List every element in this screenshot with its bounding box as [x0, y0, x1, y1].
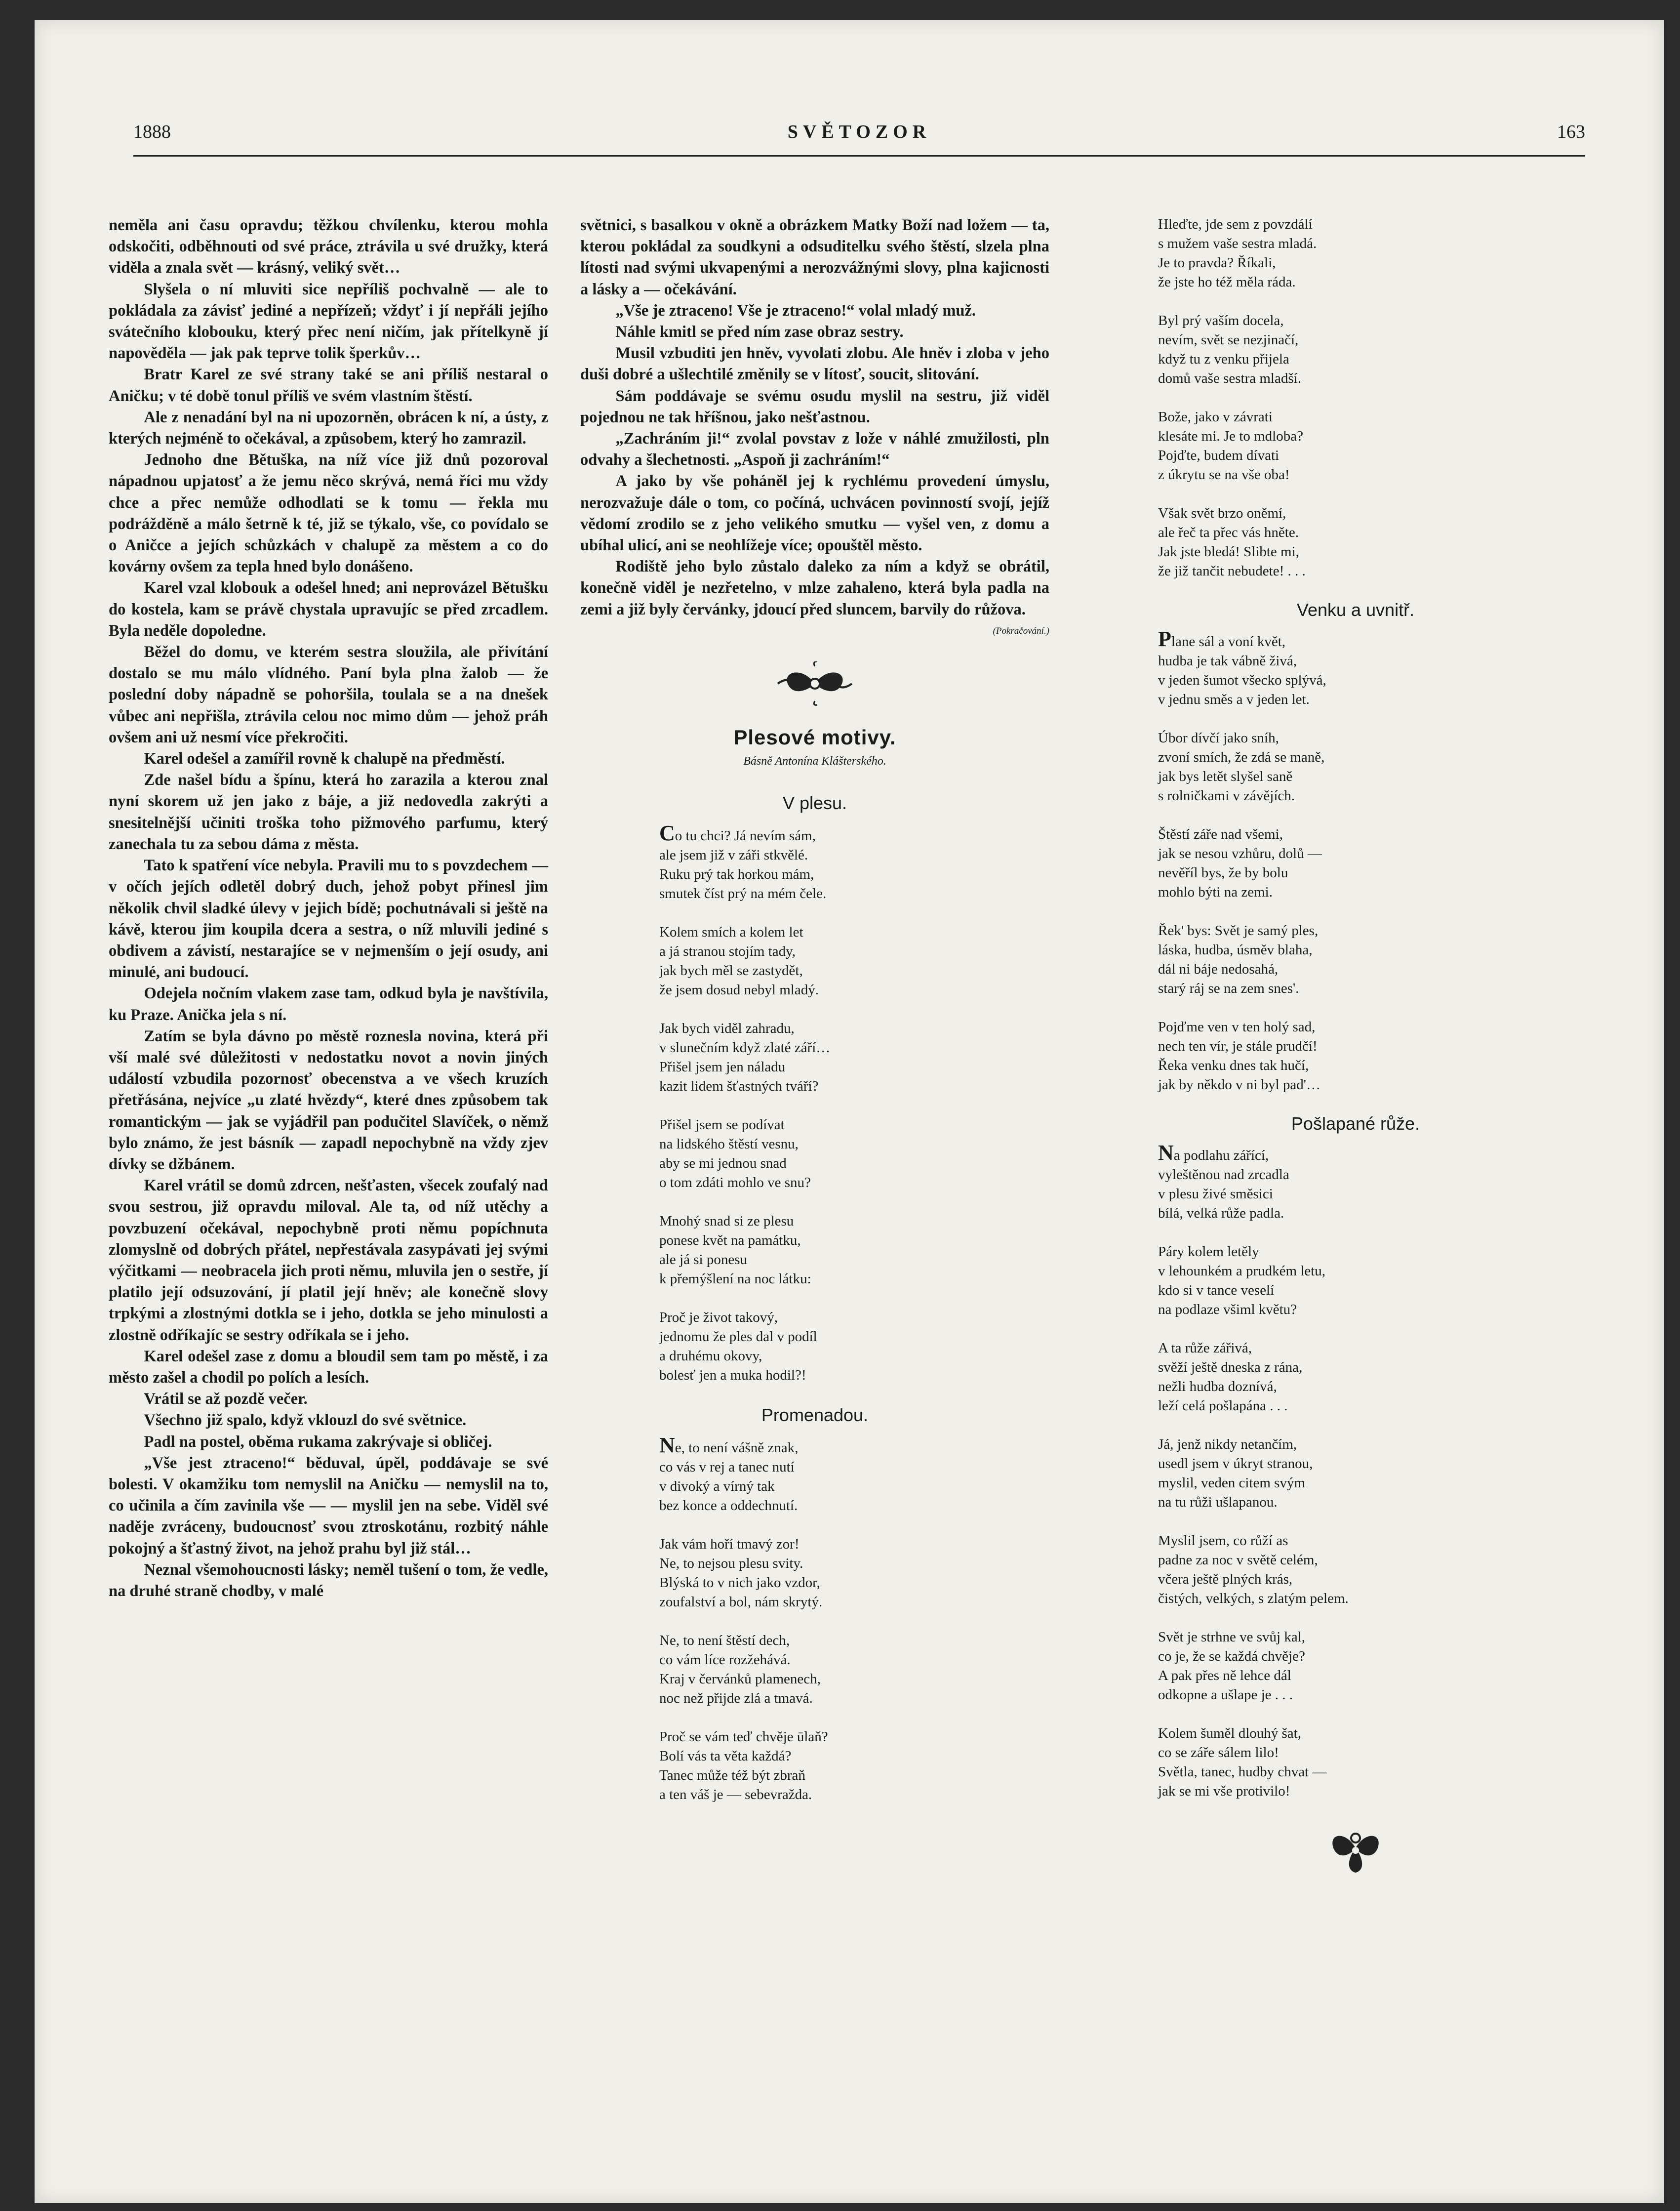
- drop-cap: N: [1158, 1141, 1174, 1165]
- drop-cap: P: [1158, 627, 1171, 651]
- stanza: [659, 1727, 1049, 1804]
- poem-line: [1158, 844, 1578, 863]
- poem-line: [659, 1573, 1049, 1593]
- poem-line: [659, 1269, 1049, 1289]
- poem-line: [1158, 1396, 1578, 1416]
- poem-line: [1158, 234, 1578, 253]
- poem-line: [1158, 253, 1578, 273]
- paragraph: Vrátil se až pozdě večer.: [144, 1390, 308, 1408]
- poem-line: [659, 1670, 1049, 1689]
- newspaper-page: [35, 20, 1664, 2203]
- poem-line: [659, 1212, 1049, 1231]
- poem-promenadou: [659, 1433, 1049, 1804]
- paragraph: „Zachráním ji!“ zvolal povstav z lože v náhlé zmužilosti, pln odvahy a šlechetnosti. „Aspoň ji zachráním!“: [580, 430, 1049, 469]
- poem-line: [1158, 215, 1578, 234]
- poems-title: Plesové motivy.: [733, 726, 896, 749]
- poem-line-text: Myslil jsem, co růží as: [1158, 1533, 1288, 1549]
- poem-line: [659, 1477, 1049, 1496]
- poems-byline: Básně Antonína Klášterského.: [743, 755, 886, 768]
- poem-line-text: Tanec může též být zbraň: [659, 1767, 805, 1784]
- poem-line-text: usedl jsem v úkryt stranou,: [1158, 1456, 1313, 1472]
- poem-line-text: smutek číst prý na mém čele.: [659, 885, 827, 901]
- poem-line-text: Pojďte, budem dívati: [1158, 448, 1280, 463]
- poem-line-text: Je to pravda? Říkali,: [1158, 255, 1276, 271]
- paragraph: Všechno již spalo, když vklouzl do své světnice.: [144, 1411, 467, 1430]
- poem-line-text: Já, jenž nikdy netančím,: [1158, 1436, 1297, 1452]
- poem-line: [1158, 1762, 1578, 1782]
- poem-line: [1158, 1141, 1578, 1165]
- header-title: SVĚTOZOR: [787, 122, 931, 142]
- page-number: 163: [1557, 122, 1585, 142]
- poem-line-text: Byl prý vaším docela,: [1158, 313, 1284, 328]
- paragraph: Neznal všemohoucnosti lásky; neměl tušení o tom, že vedle, na druhé straně chodby, v malé: [109, 1560, 548, 1600]
- paragraph: Karel odešel zase z domu a bloudil sem tam po městě, i za město zašel a chodil po polích a lesích.: [109, 1347, 548, 1387]
- poem-line-text: a ten váš je — sebevražda.: [659, 1787, 812, 1803]
- stanza: [1158, 1018, 1578, 1095]
- poem-line: [659, 1535, 1049, 1554]
- paragraph: Musil vzbuditi jen hněv, vyvolati zlobu. Ale hněv i zloba v jeho duši dobré a ušlechtilé změnily se v lítosť, soucit, slitování.: [580, 344, 1049, 384]
- poem-line-text: jednomu že ples dal v podíl: [659, 1328, 817, 1345]
- paragraph: Tato k spatření více nebyla. Pravili mu to s povzdechem — v očích jejích odletěl dobrý duch, jehož pobyt přinesl jim několik chvil sladké úlevy v jejich bídě; pochutnávali si ještě na kávě, kterou jim koupila dcera a sestra, o níž mluvili jediné s obdivem a závistí, nestarajíce se v nejmenším o její osudy, ani minulé, ani budoucí.: [109, 857, 548, 982]
- poem-line-text: zoufalství a bol, nám skrytý.: [659, 1594, 823, 1610]
- poem-line-text: s rolničkami v závějích.: [1158, 788, 1295, 804]
- poem-line-text: jak bych měl se zastydět,: [659, 962, 803, 979]
- paragraph: Náhle kmitl se před ním zase obraz sestry.: [615, 323, 904, 341]
- paragraph: Ale z nenadání byl na ni upozorněn, obrácen k ní, a ústy, z kterých nejméně to očekával, a způsobem, který ho zamrazil.: [109, 408, 548, 448]
- poem-line: [659, 942, 1049, 961]
- poem-line-text: že jsem dosud nebyl mladý.: [659, 982, 819, 998]
- poem-line-text: starý ráj se na zem snes'.: [1158, 981, 1299, 996]
- poem-line-text: a podlahu zářící,: [1173, 1147, 1269, 1163]
- paragraph: Zatím se byla dávno po městě roznesla novina, která při vší malé své důležitosti v nedostatku novot a novin jiných událostí vzbudila pozornosť obecenstva a ve všech kruzích přetřásána, nejvíce „u zlaté hvězdy“, které dnes způsobem tak romantickým — jak se vyjádřil pan podučitel Slavíček, o němž bylo známo, že jest básník — zapadl nepochybně na vždy zjev dívky se džbánem.: [109, 1027, 548, 1173]
- poem-line: [659, 1308, 1049, 1327]
- poem-line-text: Jak vám hoří tmavý zor!: [659, 1536, 800, 1553]
- header-rule: [133, 155, 1585, 157]
- poem-line-text: na podlaze všiml květu?: [1158, 1302, 1297, 1317]
- poem-line: [659, 1554, 1049, 1573]
- poem-line-text: Proč se vám teď chvěje ūlaň?: [659, 1729, 828, 1745]
- poem-line-text: leží celá pošlapána . . .: [1158, 1398, 1288, 1414]
- stanza: [659, 1535, 1049, 1612]
- stanza: [1158, 1435, 1578, 1512]
- poem-line-text: nech ten vír, je stále prudčí!: [1158, 1038, 1318, 1054]
- paragraph: Bratr Karel ze své strany také se ani příliš nestaral o Aničku; v té době tonul příliš ve svém vlastním štěstí.: [109, 366, 548, 405]
- poem-line-text: jak bys letět slyšel saně: [1158, 769, 1293, 784]
- poem-line: [1158, 1493, 1578, 1512]
- poem-line: [1158, 1589, 1578, 1608]
- poem-line: [659, 1135, 1049, 1154]
- poem-line-text: Páry kolem letěly: [1158, 1244, 1259, 1260]
- poem-line-text: ale jsem již v záři stkvělé.: [659, 847, 808, 863]
- poem-line-text: Kolem šuměl dlouhý šat,: [1158, 1725, 1301, 1741]
- poem-line: [1158, 523, 1578, 542]
- poem-line: [1158, 1056, 1578, 1075]
- poem-line: [659, 1458, 1049, 1477]
- poem-line-text: že již tančit nebudete! . . .: [1158, 563, 1306, 579]
- poem-line: [1158, 671, 1578, 690]
- poem-line: [659, 1154, 1049, 1173]
- poem-line: [1158, 627, 1578, 652]
- paragraph: Karel odešel a zamířil rovně k chalupě na předměstí.: [144, 750, 505, 768]
- poem-line: [659, 1766, 1049, 1785]
- poem-line-text: co vám líce rozžehává.: [659, 1652, 791, 1668]
- poem-line-text: Ne, to není štěstí dech,: [659, 1633, 790, 1649]
- poem-line-text: Hleďte, jde sem z povzdálí: [1158, 216, 1313, 232]
- poem-line-text: včera ještě plných krás,: [1158, 1571, 1293, 1587]
- poem-line-text: Kolem smích a kolem let: [659, 924, 803, 940]
- poem-line: [1158, 1018, 1578, 1037]
- paragraph: neměla ani času opravdu; těžkou chvílenku, kterou mohla odskočiti, odběhnouti od své práce, ztrávila u své družky, která viděla a znala svět — krásný, veliký svět…: [109, 216, 548, 277]
- poem-line-text: v slunečním když zlaté září…: [659, 1039, 831, 1056]
- poem-line: [1158, 330, 1578, 350]
- poem-line: [1158, 1685, 1578, 1705]
- poem-line-text: ale řeč ta přec vás hněte.: [1158, 525, 1299, 540]
- poem-line: [659, 820, 1049, 846]
- poem-line: [1158, 427, 1578, 446]
- story-continuation: [580, 215, 1049, 642]
- poem-line: [659, 1727, 1049, 1747]
- poem-line-text: aby se mi jednou snad: [659, 1155, 787, 1171]
- poem-line: [659, 1689, 1049, 1708]
- poem-line: [1158, 941, 1578, 960]
- poem-line: [659, 865, 1049, 884]
- poem-line: [1158, 273, 1578, 292]
- poem-line: [1158, 1262, 1578, 1281]
- poem-line: [1158, 542, 1578, 562]
- paragraph: Odejela nočním vlakem zase tam, odkud byla je navštívila, ku Praze. Anička jela s ní.: [109, 984, 548, 1024]
- paragraph: Karel vrátil se domů zdrcen, nešťasten, všecek zoufalý nad svou sestrou, již opravdu miloval. Ale ta, od níž utěchy a povzbuzení očekával, nepochybně proti němu popíchnuta zlomyslně od dobrých přátel, nepřestávala zasypávati jej svými výčitkami — neobracela jich proti němu, mluvila jen o sestře, jí platilo její odsuzování, jí platil její hněv; ale konečně slovy trpkými a zlostnými dotkla se i jeho, dotkla se jeho minulosti a zlostně odříkajíc se sestry odříkala se i jeho.: [109, 1177, 548, 1344]
- poem-line: [659, 1631, 1049, 1650]
- poem-line-text: nevěříl bys, že by bolu: [1158, 865, 1288, 881]
- poem-line-text: jak by někdo v ni byl pad'…: [1158, 1077, 1321, 1093]
- poem-line: [659, 1347, 1049, 1366]
- poem-line: [659, 1366, 1049, 1385]
- poem-line-text: o tom zdáti mohlo ve snu?: [659, 1174, 811, 1190]
- poem-line: [1158, 825, 1578, 844]
- poem-line-text: o tu chci? Já nevím sám,: [675, 827, 816, 844]
- stanza: [1158, 1531, 1578, 1608]
- poem-line: [1158, 1185, 1578, 1204]
- poem-line: [1158, 1242, 1578, 1262]
- poem-line: [659, 1327, 1049, 1347]
- poem-line: [1158, 921, 1578, 941]
- poem-line: [659, 1019, 1049, 1038]
- poem-line-text: Ruku prý tak horkou mám,: [659, 866, 814, 882]
- poem-line: [1158, 652, 1578, 671]
- poem-line-text: A ta růže zářivá,: [1158, 1340, 1252, 1356]
- poem-line: [1158, 1628, 1578, 1647]
- poem-line: [1158, 465, 1578, 485]
- poem-line-text: Však svět brzo oněmí,: [1158, 505, 1286, 521]
- paragraph: A jako by vše poháněl jej k rychlému provedení úmyslu, nerozvažuje dále o tom, co počíná, uchvácen povinností svojí, jejíž vědomí zrodilo se z jeho velikého smutku — vyšel ven, z domu a ubíhal ulicí, ani se neohlížeje více; opouštěl město.: [580, 472, 1049, 555]
- poem-line-text: jak se nesou vzhůru, dolů —: [1158, 846, 1322, 861]
- stanza: [659, 1019, 1049, 1096]
- poem-line: [659, 1173, 1049, 1192]
- poem-line: [659, 1593, 1049, 1612]
- floral-ornament-icon: [773, 661, 857, 706]
- poem-line-text: v jeden šumot všecko splývá,: [1158, 672, 1326, 688]
- poem-line-text: mohlo býti na zemi.: [1158, 884, 1273, 900]
- poem-line-text: co vás v rej a tanec nutí: [659, 1459, 795, 1475]
- poem-line-text: ponese květ na památku,: [659, 1232, 801, 1248]
- poem-line-text: padne za noc v světě celém,: [1158, 1552, 1318, 1568]
- paragraph: „Vše jest ztraceno!“ běduval, úpěl, poddávaje se své bolesti. V okamžiku tom nemyslil na Aničku — nemyslil na to, co učinila a čím zavinila vše — — myslil jen na sebe. Viděl své naděje zvráceny, budoucnosť svou ztroskotánu, rozbitý náhle pokojný a šťastný život, na jehož prahu byl již stál…: [109, 1454, 548, 1557]
- poem-line: [1158, 1454, 1578, 1474]
- poem-line: [659, 1058, 1049, 1077]
- poem-line: [1158, 786, 1578, 806]
- poem-line: [1158, 1300, 1578, 1319]
- stanza: [659, 1212, 1049, 1289]
- poem-line: [1158, 960, 1578, 979]
- poem-line-text: zvoní smích, že zdá se maně,: [1158, 749, 1325, 765]
- poem-line: [1158, 1339, 1578, 1358]
- poem-line-text: když tu z venku přijela: [1158, 351, 1289, 367]
- poem-line: [659, 1785, 1049, 1804]
- poem-line-text: v lehounkém a prudkém letu,: [1158, 1263, 1326, 1279]
- stanza: [1158, 627, 1578, 709]
- poem-line-text: jak se mi vše protivilo!: [1158, 1783, 1290, 1799]
- end-ornament-icon: [1326, 1821, 1385, 1875]
- poem-line-text: kdo si v tance veselí: [1158, 1282, 1275, 1298]
- poem-line: [1158, 1281, 1578, 1300]
- poem-line: [1158, 1037, 1578, 1056]
- column-2: [580, 215, 1049, 1824]
- paragraph: Rodiště jeho bylo zůstalo daleko za ním a když se obrátil, konečně viděl je nezřetelno, v mlze zahaleno, která byla padla na zemi a již byly červánky, jdoucí před sluncem, barvily do růžova.: [580, 558, 1049, 618]
- poem-line-text: v jednu směs a v jeden let.: [1158, 692, 1310, 707]
- poem-line: [1158, 1377, 1578, 1396]
- poem-line: [659, 1038, 1049, 1058]
- stanza: [1158, 729, 1578, 806]
- continued-note: (Pokračování.): [993, 625, 1049, 636]
- poem-line: [1158, 562, 1578, 581]
- poem-line-text: k přemýšlení na noc látku:: [659, 1270, 811, 1287]
- poem-line-text: Jak jste bledá! Slibte mi,: [1158, 544, 1299, 560]
- poem-line: [1158, 748, 1578, 767]
- stanza: [1158, 311, 1578, 388]
- poem-line: [1158, 767, 1578, 786]
- poem-venku-a-uvnitr: [1158, 627, 1578, 1095]
- ornament-end: [1133, 1821, 1578, 1881]
- poem-line-text: A pak přes ně lehce dál: [1158, 1668, 1291, 1683]
- column-3: [1133, 215, 1578, 1890]
- poem-line-text: hudba je tak vábně živá,: [1158, 653, 1297, 669]
- column-1: [109, 215, 548, 1602]
- poem-line: [659, 1433, 1049, 1458]
- poem-line: [1158, 1724, 1578, 1743]
- poem-line-text: z úkrytu se na vše oba!: [1158, 467, 1290, 483]
- stanza: [1158, 1339, 1578, 1416]
- poem-line-text: kazit lidem šťastných tváří?: [659, 1078, 819, 1094]
- poem-line: [1158, 350, 1578, 369]
- poem-line: [1158, 1204, 1578, 1223]
- poem-line-text: vyleštěnou nad zrcadla: [1158, 1167, 1289, 1183]
- ornament-divider: [580, 661, 1049, 712]
- poem-line-text: Světla, tanec, hudby chvat —: [1158, 1764, 1327, 1780]
- paragraph: Padl na postel, oběma rukama zakrývaje si obličej.: [144, 1433, 492, 1451]
- poem-line-text: Jak bych viděl zahradu,: [659, 1020, 795, 1036]
- poem-line-text: v plesu živé směsici: [1158, 1186, 1273, 1202]
- poem-line-text: na lidského štěstí vesnu,: [659, 1136, 799, 1152]
- poem-line-text: Řeka venku dnes tak hučí,: [1158, 1058, 1309, 1073]
- paragraph: Karel vzal klobouk a odešel hned; ani neprovázel Bětušku do kostela, kam se právě chystala upravujíc se před zrcadlem. Byla neděle dopoledne.: [109, 579, 548, 640]
- paragraph: „Vše je ztraceno! Vše je ztraceno!“ volal mladý muž.: [615, 301, 976, 320]
- poem-line: [1158, 446, 1578, 465]
- poem-line: [1158, 408, 1578, 427]
- poem-line: [1158, 1743, 1578, 1762]
- poem-line: [659, 1231, 1049, 1250]
- poem-line-text: a druhému okovy,: [659, 1348, 762, 1364]
- poem-line-text: e, to není vášně znak,: [675, 1440, 799, 1456]
- poem-line-text: ale já si ponesu: [659, 1251, 747, 1268]
- paragraph: světnici, s basalkou v okně a obrázkem Matky Boží nad ložem — ta, kterou pokládal za soudkyni a odsuditelku svého štěstí, slzela plna lítosti nad svými ukvapenými a nerozvážnými slovy, plna kajicnosti a lásky a — očekávání.: [580, 216, 1049, 298]
- poem-line-text: Mnohý snad si ze plesu: [659, 1213, 794, 1229]
- poem-title: V plesu.: [782, 792, 847, 813]
- stanza: [1158, 1141, 1578, 1223]
- poem-line: [659, 846, 1049, 865]
- poem-line: [659, 981, 1049, 1000]
- poem-line: [1158, 863, 1578, 883]
- poem-line-text: nežli hudba doznívá,: [1158, 1379, 1277, 1394]
- poem-line-text: Svět je strhne ve svůj kal,: [1158, 1629, 1306, 1645]
- stanza: [659, 923, 1049, 1000]
- poem-continuation: [1158, 215, 1578, 581]
- header-year: 1888: [133, 122, 171, 142]
- stanza: [1158, 1242, 1578, 1319]
- poem-line-text: nevím, svět se nezjinačí,: [1158, 332, 1299, 348]
- poem-line-text: láska, hudba, úsměv blaha,: [1158, 942, 1313, 958]
- poem-line: [1158, 690, 1578, 709]
- poem-line: [659, 923, 1049, 942]
- poem-line-text: co je, že se každá chvěje?: [1158, 1648, 1305, 1664]
- poem-line-text: v divoký a vírný tak: [659, 1478, 775, 1495]
- poem-line: [659, 961, 1049, 981]
- poem-line: [1158, 1474, 1578, 1493]
- poem-line: [1158, 979, 1578, 998]
- poem-line: [1158, 1647, 1578, 1666]
- poem-title: Venku a uvnitř.: [1296, 600, 1415, 620]
- stanza: [1158, 408, 1578, 485]
- poem-line-text: Proč je život takový,: [659, 1309, 778, 1325]
- poem-line-text: Blýská to v nich jako vzdor,: [659, 1575, 820, 1591]
- drop-cap: N: [659, 1433, 675, 1458]
- poem-line: [1158, 311, 1578, 330]
- poem-line: [1158, 1531, 1578, 1551]
- poem-line-text: Přišel jsem jen náladu: [659, 1059, 786, 1075]
- poem-line-text: Úbor dívčí jako sníh,: [1158, 730, 1279, 746]
- poem-line: [659, 1115, 1049, 1135]
- poem-line: [659, 1250, 1049, 1269]
- poem-line: [1158, 1666, 1578, 1685]
- stanza: [1158, 825, 1578, 902]
- poem-line-text: Pojďme ven v ten holý sad,: [1158, 1019, 1316, 1035]
- poem-line-text: a já stranou stojím tady,: [659, 943, 796, 959]
- paragraph: Slyšela o ní mluviti sice nepříliš pochvalně — ale to pokládala za závisť jediné a nepřízeň; vždyť i jí nepřáli jejího svátečního klobouku, který přec není ničím, jak přítelkyně jí napověděla — jak pak teprve tolik šperkův…: [109, 280, 548, 363]
- poem-line-text: bolesť jen a muka hodil?!: [659, 1367, 806, 1383]
- stanza: [659, 1115, 1049, 1192]
- poem-line-text: myslil, veden citem svým: [1158, 1475, 1306, 1491]
- poem-line-text: svěží ještě dneska z rána,: [1158, 1359, 1303, 1375]
- poem-line: [659, 1747, 1049, 1766]
- paragraph: Běžel do domu, ve kterém sestra sloužila, ale přivítání dostalo se mu málo vlídného. Paní byla plna žalob — že poslední doby nápadně se pohoršila, toulala se a na dnešek vůbec ani nepřišla, ztrávila celou noc mimo dům — jehož práh ovšem ani už nesmí více překročiti.: [109, 643, 548, 746]
- poem-line: [659, 1077, 1049, 1096]
- poem-line-text: s mužem vaše sestra mladá.: [1158, 236, 1317, 251]
- poem-title: Pošlapané růže.: [1291, 1113, 1420, 1134]
- poem-title: Promenadou.: [761, 1404, 869, 1425]
- poem-line-text: dál ni báje nedosahá,: [1158, 961, 1279, 977]
- poem-line: [1158, 1435, 1578, 1454]
- stanza: [1158, 1724, 1578, 1801]
- poem-line-text: co se záře sálem lilo!: [1158, 1745, 1279, 1761]
- poem-line-text: že jste ho též měla ráda.: [1158, 274, 1296, 290]
- poem-line: [1158, 1075, 1578, 1095]
- poem-line: [1158, 1165, 1578, 1185]
- stanza: [1158, 215, 1578, 292]
- poem-line: [659, 1650, 1049, 1670]
- poem-line-text: Štěstí záře nad všemi,: [1158, 826, 1283, 842]
- poem-line-text: lane sál a voní květ,: [1171, 634, 1286, 650]
- poem-line-text: Řek' bys: Svět je samý ples,: [1158, 923, 1319, 939]
- poem-line: [659, 1496, 1049, 1515]
- poem-line-text: na tu růži ušlapanou.: [1158, 1494, 1278, 1510]
- poem-line-text: bílá, velká růže padla.: [1158, 1205, 1284, 1221]
- poem-line-text: klesáte mi. Je to mdloba?: [1158, 428, 1303, 444]
- poem-line-text: Přišel jsem se podívat: [659, 1116, 785, 1133]
- poem-line-text: čistých, velkých, s zlatým pelem.: [1158, 1591, 1349, 1606]
- stanza: [659, 1433, 1049, 1515]
- drop-cap: C: [659, 820, 675, 845]
- stanza: [1158, 921, 1578, 998]
- poem-line-text: Kraj v červánků plamenech,: [659, 1671, 821, 1687]
- poem-line-text: bez konce a oddechnutí.: [659, 1498, 798, 1514]
- stanza: [1158, 1628, 1578, 1705]
- poem-line: [1158, 1570, 1578, 1589]
- paragraph: Jednoho dne Bětuška, na níž více již dnů pozoroval nápadnou upjatosť a že jemu něco skrývá, nemá říci mu vždy chce a přec nemůže odhodlati se k tomu — řekla mu podrážděně a málo šetrně k té, již se týkalo, vše, co povídalo se o Aničce a jejích schůzkách v chalupě za městem a co do kovárny ovšem za tepla hned bylo donášeno.: [109, 451, 548, 576]
- poem-line-text: odkopne a ušlape je . . .: [1158, 1687, 1293, 1703]
- stanza: [659, 1308, 1049, 1385]
- poem-line: [1158, 504, 1578, 523]
- poem-line: [1158, 883, 1578, 902]
- poem-poslapane-ruze: [1158, 1141, 1578, 1801]
- poem-line: [1158, 1782, 1578, 1801]
- poem-line: [1158, 729, 1578, 748]
- poem-line: [1158, 369, 1578, 388]
- page-header: [133, 121, 1585, 151]
- poem-line-text: Ne, to nejsou plesu svity.: [659, 1556, 803, 1572]
- poem-line: [1158, 1358, 1578, 1377]
- stanza: [1158, 504, 1578, 581]
- poem-v-plesu: [659, 820, 1049, 1385]
- poem-line-text: Bolí vás ta věta každá?: [659, 1748, 792, 1764]
- stanza: [659, 1631, 1049, 1708]
- poem-line-text: noc než přijde zlá a tmavá.: [659, 1690, 813, 1707]
- poem-line-text: Bože, jako v závrati: [1158, 409, 1273, 425]
- paragraph: Sám poddávaje se svému osudu myslil na sestru, již viděl pojednou ne tak hříšnou, jako nešťastnou.: [580, 387, 1049, 426]
- poem-line: [659, 884, 1049, 903]
- stanza: [659, 820, 1049, 903]
- paragraph: Zde našel bídu a špínu, která ho zarazila a kterou znal nyní skorem už jen jako z báje, a již nedovedla zakrýti a snesitelnější učiniti troška toho pižmového parfumu, který zanechala tu za sebou dáma z města.: [109, 771, 548, 853]
- poem-line: [1158, 1551, 1578, 1570]
- poem-line-text: domů vaše sestra mladší.: [1158, 370, 1301, 386]
